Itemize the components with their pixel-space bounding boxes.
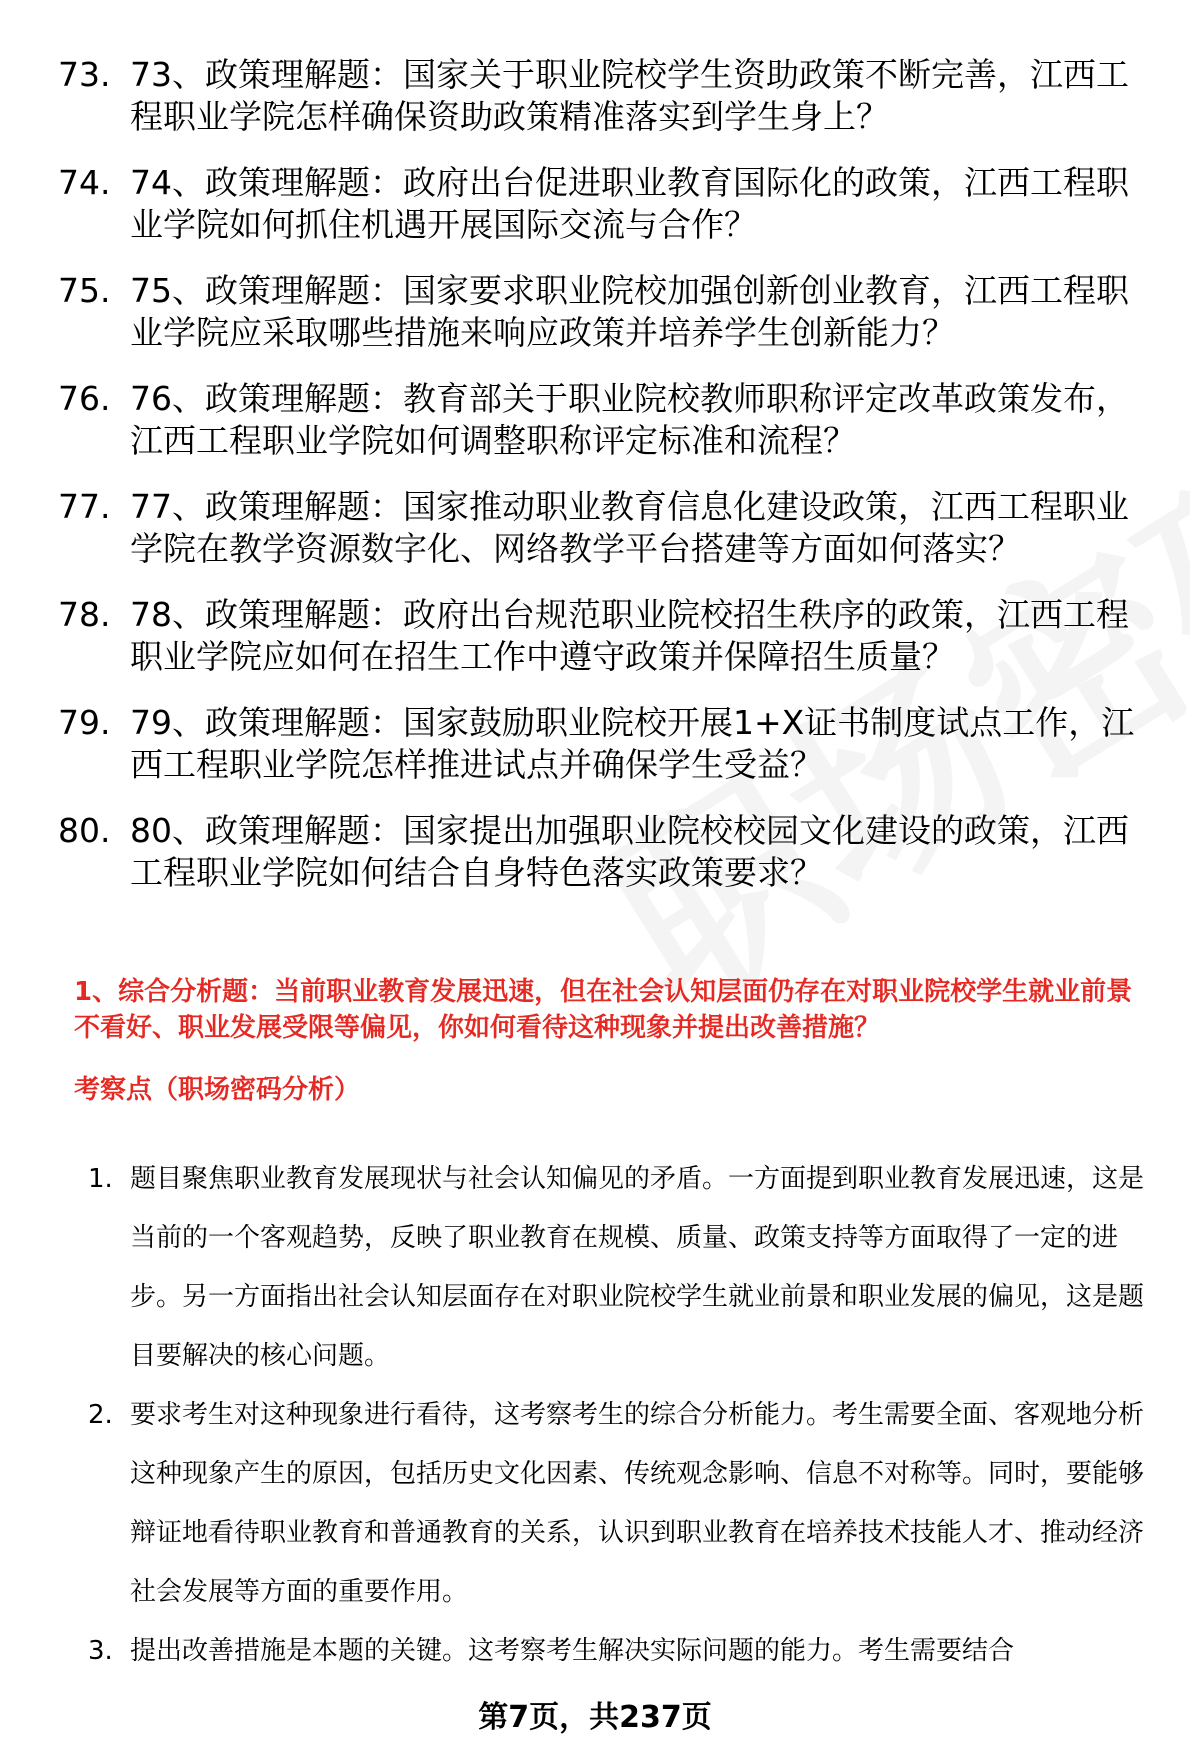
list-item: [88, 1386, 1153, 1622]
item-number: 75.: [58, 271, 111, 310]
item-number: 80.: [58, 811, 111, 850]
list-item: [88, 1622, 1153, 1681]
item-number: 79.: [58, 703, 111, 742]
analysis-list: [88, 1150, 1153, 1681]
item-text: 75、政策理解题：国家要求职业院校加强创新创业教育，江西工程职业学院应采取哪些措施来响应政策并培养学生创新能力？: [130, 271, 1129, 352]
item-number: 1.: [88, 1164, 113, 1194]
page-footer: 第7页，共237页: [478, 1700, 712, 1735]
list-item: [58, 54, 1158, 138]
item-number: 2.: [88, 1400, 113, 1430]
item-text: 80、政策理解题：国家提出加强职业院校校园文化建设的政策，江西工程职业学院如何结合自身特色落实政策要求？: [130, 811, 1129, 892]
list-item: [58, 594, 1158, 678]
item-text: 76、政策理解题：教育部关于职业院校教师职称评定改革政策发布，江西工程职业学院如何调整职称评定标准和流程？: [130, 379, 1129, 460]
item-text: 79、政策理解题：国家鼓励职业院校开展1+X证书制度试点工作，江西工程职业学院怎样推进试点并确保学生受益？: [130, 703, 1135, 784]
item-number: 77.: [58, 487, 111, 526]
item-number: 73.: [58, 55, 111, 94]
list-item: [58, 162, 1158, 246]
item-text: 78、政策理解题：政府出台规范职业院校招生秩序的政策，江西工程职业学院应如何在招生工作中遵守政策并保障招生质量？: [130, 595, 1129, 676]
item-text: 73、政策理解题：国家关于职业院校学生资助政策不断完善，江西工程职业学院怎样确保资助政策精准落实到学生身上？: [130, 55, 1129, 136]
item-text: 题目聚焦职业教育发展现状与社会认知偏见的矛盾。一方面提到职业教育发展迅速，这是当前的一个客观趋势，反映了职业教育在规模、质量、政策支持等方面取得了一定的进步。另一方面指出社会认知层面存在对职业院校学生就业前景和职业发展的偏见，这是题目要解决的核心问题。: [130, 1164, 1145, 1371]
list-item: [58, 810, 1158, 894]
question-list: [58, 54, 1158, 918]
item-text: 77、政策理解题：国家推动职业教育信息化建设政策，江西工程职业学院在教学资源数字化、网络教学平台搭建等方面如何落实？: [130, 487, 1129, 568]
item-text: 提出改善措施是本题的关键。这考察考生解决实际问题的能力。考生需要结合: [130, 1636, 1015, 1666]
section-subheading: 考察点（职场密码分析）: [74, 1075, 361, 1105]
item-number: 78.: [58, 595, 111, 634]
list-item: [88, 1150, 1153, 1386]
item-number: 3.: [88, 1636, 113, 1666]
item-number: 76.: [58, 379, 111, 418]
item-number: 74.: [58, 163, 111, 202]
list-item: [58, 270, 1158, 354]
section-heading: 1、综合分析题：当前职业教育发展迅速，但在社会认知层面仍存在对职业院校学生就业前景不看好、职业发展受限等偏见，你如何看待这种现象并提出改善措施？: [74, 977, 1133, 1043]
item-text: 要求考生对这种现象进行看待，这考察考生的综合分析能力。考生需要全面、客观地分析这种现象产生的原因，包括历史文化因素、传统观念影响、信息不对称等。同时，要能够辩证地看待职业教育和普通教育的关系，认识到职业教育在培养技术技能人才、推动经济社会发展等方面的重要作用。: [130, 1400, 1145, 1607]
item-text: 74、政策理解题：政府出台促进职业教育国际化的政策，江西工程职业学院如何抓住机遇开展国际交流与合作？: [130, 163, 1129, 244]
list-item: [58, 486, 1158, 570]
list-item: [58, 702, 1158, 786]
list-item: [58, 378, 1158, 462]
